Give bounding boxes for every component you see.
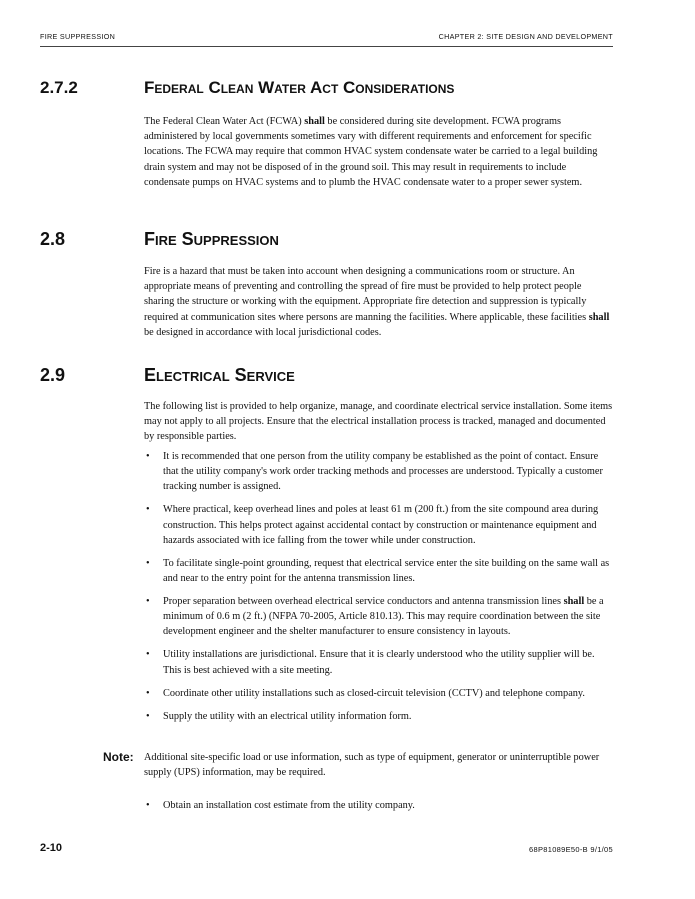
section-number: 2.7.2	[40, 78, 78, 97]
section-heading-2-7-2	[40, 78, 454, 98]
header-right: CHAPTER 2: SITE DESIGN AND DEVELOPMENT	[438, 32, 613, 41]
text: The Federal Clean Water Act (FCWA)	[144, 116, 305, 127]
text: Supply the utility with an electrical utility information form.	[163, 710, 412, 722]
section-heading-2-8	[40, 229, 279, 250]
text: be a minimum of 0.6 m (2 ft.) (NFPA 70-2005, Article 810.13). This may require coordination between the site development engineer and the shelter manufacturer to ensure consistency in layouts.	[163, 596, 604, 638]
list-item	[144, 556, 614, 586]
paragraph-fire	[144, 264, 614, 340]
note-label: Note:	[103, 750, 134, 764]
text: be designed in accordance with local jurisdictional codes.	[144, 326, 382, 338]
section-title: Fire Suppression	[144, 229, 279, 249]
list-item	[144, 647, 614, 677]
emphasis: shall	[563, 596, 585, 608]
section-title: Electrical Service	[144, 365, 295, 385]
page-number: 2-10	[40, 842, 63, 854]
text: It is recommended that one person from the utility company be established as the point of contact. Ensure that the utility company's work order tracking methods and processes are understood. Typically a customer tracking number is assigned.	[163, 451, 603, 493]
section-number: 2.8	[40, 229, 66, 249]
emphasis: shall	[304, 116, 325, 127]
section-heading-2-9	[40, 365, 295, 386]
text: Coordinate other utility installations such as closed-circuit television (CCTV) and telephone company.	[163, 687, 585, 699]
list-item	[144, 686, 614, 701]
paragraph-fcwa	[144, 114, 614, 190]
electrical-bullet-list	[144, 449, 614, 732]
section-number: 2.9	[40, 365, 66, 385]
note-text: Additional site-specific load or use information, such as type of equipment, generator or uninterruptible power supply (UPS) information, may be required.	[144, 752, 600, 779]
text: To facilitate single-point grounding, request that electrical service enter the site building on the same wall as and near to the entry point for the antenna transmission lines.	[163, 557, 610, 585]
final-bullet-list	[144, 798, 614, 821]
header-left: FIRE SUPPRESSION	[40, 32, 116, 41]
text: Obtain an installation cost estimate from the utility company.	[163, 800, 415, 811]
text: be considered during site development. FCWA programs administered by local governments sometimes vary with different requirements and enforcement for specific locations. The FCWA may require that common HVAC system condensate water be carried to a legal building drain system and may not be disposed of in the ground soil. This may result in requirements to include condensate pumps on HVAC systems and to plumb the HVAC condensate water to a proper sewer system.	[144, 116, 598, 188]
list-item	[144, 594, 614, 640]
header-rule	[40, 46, 613, 47]
text: Proper separation between overhead electrical service conductors and antenna transmission lines	[163, 596, 564, 608]
list-item	[144, 502, 614, 548]
text: Fire is a hazard that must be taken into account when designing a communications room or structure. An appropriate means of preventing and controlling the spread of fire must be provided to help protect people sharing the structure or working with the equipment. Appropriate fire detection and suppression is typically required at communication sites where persons are manning the facilities. Where applicable, these facilities	[144, 266, 589, 323]
document-id: 68P81089E50-B 9/1/05	[529, 845, 613, 854]
list-item	[144, 798, 614, 813]
list-item	[144, 449, 614, 495]
section-title: Federal Clean Water Act Considerations	[144, 78, 455, 97]
paragraph-electrical-intro: The following list is provided to help organize, manage, and coordinate electrical service installation. Some items may not apply to all projects. Ensure that the electrical installation process is tracked, managed and documented by responsible parties.	[144, 401, 613, 443]
text: Utility installations are jurisdictional. Ensure that it is clearly understood who the utility supplier will be. This is best achieved with a site meeting.	[163, 649, 595, 676]
running-header	[40, 32, 613, 41]
text: Where practical, keep overhead lines and poles at least 61 m (200 ft.) from the site compound area during construction. This helps protect against accidental contact by construction or maintenance equipment and hazards associated with ice falling from the tower while under construction.	[163, 504, 599, 546]
emphasis: shall	[588, 311, 610, 323]
list-item	[144, 709, 614, 724]
